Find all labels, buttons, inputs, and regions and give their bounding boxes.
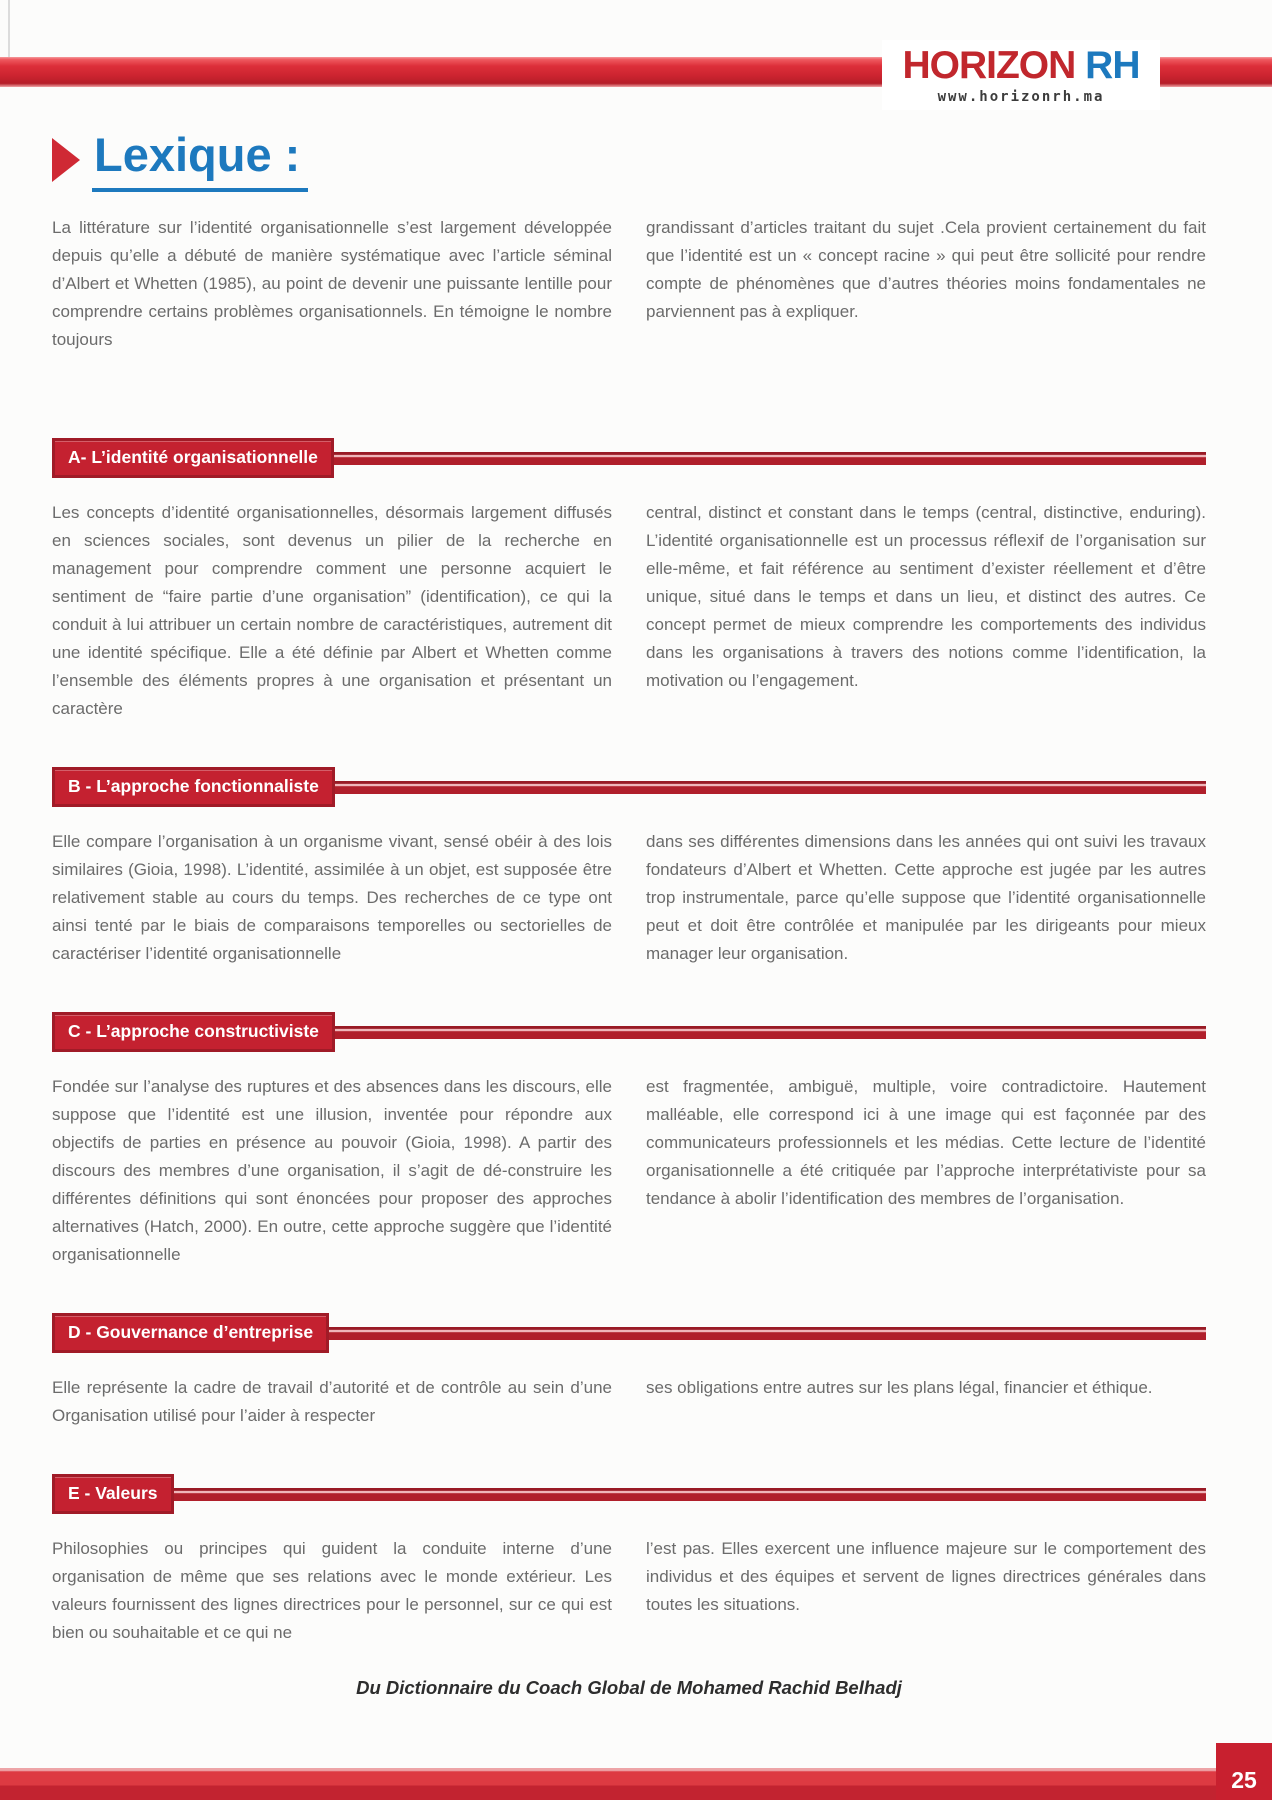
section-d-right-column: ses obligations entre autres sur les plans légal, financier et éthique. bbox=[646, 1378, 1153, 1398]
section-b-left-column: Elle compare l’organisation à un organisme vivant, sensé obéir à des lois similaires (Gioia, 1998). L’identité, assimilée à un objet, est supposée être relativement stable au cours du temps. Des recherches de ce type ont ainsi tenté par le biais de comparaisons temporelles ou sectorielles de caractériser l’identité organisationnelle bbox=[52, 832, 612, 964]
section-a-right-column: central, distinct et constant dans le temps (central, distinctive, enduring). L’identité organisationnelle est un processus réflexif de l’organisation sur elle-même, et fait référence au sentiment d’exister réellement et d’être unique, situé dans le temps et dans un lieu, et distinct des autres. Ce concept permet de mieux comprendre les comportements des individus dans les organisations à travers des notions comme l’identification, la motivation ou l’engagement. bbox=[646, 503, 1206, 691]
footer-red-bar bbox=[0, 1768, 1272, 1800]
brand-name-secondary: RH bbox=[1085, 43, 1140, 87]
intro-left-column: La littérature sur l’identité organisationnelle s’est largement développée depuis qu’elle a débuté de manière systématique avec l’article séminal d’Albert et Whetten (1985), au point de devenir une puissante lentille pour comprendre certains problèmes organisationnels. En témoigne le nombre toujours bbox=[52, 218, 612, 350]
page-number-tab bbox=[1216, 1743, 1272, 1800]
intro-paragraph bbox=[52, 214, 1206, 354]
section-d-rule bbox=[326, 1327, 1206, 1340]
section-d-left-column: Elle représente la cadre de travail d’autorité et de contrôle au sein d’une Organisation utilisé pour l’aider à respecter bbox=[52, 1378, 612, 1426]
section-d-body bbox=[52, 1374, 1206, 1430]
section-a-left-column: Les concepts d’identité organisationnelles, désormais largement diffusés en sciences sociales, sont devenus un pilier de la recherche en management pour comprendre comment une personne acquiert le sentiment de “faire partie d’une organisation” (identification), ce qui la conduit à lui attribuer un certain nombre de caractéristiques, autrement dit une identité spécifique. Elle a été définie par Albert et Whetten comme l’ensemble des éléments propres à une organisation et présentant un caractère bbox=[52, 503, 612, 719]
section-e-left-column: Philosophies ou principes qui guident la conduite interne d’une organisation de même que ses relations avec le monde extérieur. Les valeurs fournissent des lignes directrices pour le personnel, sur ce qui est bien ou souhaitable et ce qui ne bbox=[52, 1539, 612, 1643]
section-c-right-column: est fragmentée, ambiguë, multiple, voire contradictoire. Hautement malléable, elle correspond ici à une image qui est façonnée par des communicateurs professionnels et les médias. Cette lecture de l’identité organisationnelle a été critiquée par l’approche interprétativiste pour sa tendance à abolir l’identification des membres de l’organisation. bbox=[646, 1077, 1206, 1209]
section-c-body bbox=[52, 1073, 1206, 1269]
section-d-heading: D - Gouvernance d’entreprise bbox=[52, 1313, 329, 1353]
scan-edge-line bbox=[8, 0, 10, 57]
brand-website: www.horizonrh.ma bbox=[937, 88, 1105, 105]
section-c-header bbox=[52, 1012, 1206, 1052]
section-c-heading: C - L’approche constructiviste bbox=[52, 1012, 335, 1052]
section-c bbox=[52, 1012, 1206, 1269]
section-a bbox=[52, 438, 1206, 723]
section-e-right-column: l’est pas. Elles exercent une influence majeure sur le comportement des individus et des équipes et servent de lignes directrices générales dans toutes les situations. bbox=[646, 1539, 1206, 1615]
section-a-body bbox=[52, 499, 1206, 723]
section-c-left-column: Fondée sur l’analyse des ruptures et des absences dans les discours, elle suppose que l’identité est une illusion, inventée pour répondre aux objectifs de parties en présence au pouvoir (Gioia, 1998). A partir des discours des membres d’une organisation, il s’agit de dé-construire les différentes définitions qui sont énoncées pour proposer des approches alternatives (Hatch, 2000). En outre, cette approche suggère que l’identité organisationnelle bbox=[52, 1077, 612, 1265]
section-d-header bbox=[52, 1313, 1206, 1353]
section-e-heading: E - Valeurs bbox=[52, 1474, 174, 1514]
title-row bbox=[52, 0, 1206, 192]
section-e bbox=[52, 1474, 1206, 1647]
section-a-heading: A- L’identité organisationnelle bbox=[52, 438, 334, 478]
section-a-header bbox=[52, 438, 1206, 478]
section-b-right-column: dans ses différentes dimensions dans les années qui ont suivi les travaux fondateurs d’Albert et Whetten. Cette approche est jugée par les autres trop instrumentale, parce qu’elle suppose que l’identité organisationnelle peut et doit être contrôlée et manipulée par les dirigeants pour mieux manager leur organisation. bbox=[646, 832, 1206, 964]
page-number: 25 bbox=[1231, 1767, 1257, 1793]
title-arrow-icon bbox=[52, 138, 80, 182]
section-e-rule bbox=[171, 1488, 1207, 1501]
section-a-rule bbox=[331, 452, 1206, 465]
intro-right-column: grandissant d’articles traitant du sujet .Cela provient certainement du fait que l’identité est un « concept racine » qui peut être sollicité pour rendre compte de phénomènes que d’autres théories moins fondamentales ne parviennent pas à expliquer. bbox=[646, 218, 1206, 322]
section-e-body bbox=[52, 1535, 1206, 1647]
page-content bbox=[52, 0, 1206, 1699]
section-b bbox=[52, 767, 1206, 968]
section-d bbox=[52, 1313, 1206, 1430]
section-b-heading: B - L’approche fonctionnaliste bbox=[52, 767, 335, 807]
section-e-header bbox=[52, 1474, 1206, 1514]
section-b-header bbox=[52, 767, 1206, 807]
section-c-rule bbox=[332, 1026, 1206, 1039]
page-title: Lexique : bbox=[92, 128, 308, 192]
section-b-body bbox=[52, 828, 1206, 968]
brand-name-primary: HORIZON bbox=[902, 43, 1076, 87]
section-b-rule bbox=[332, 781, 1206, 794]
source-attribution: Du Dictionnaire du Coach Global de Mohamed Rachid Belhadj bbox=[356, 1677, 902, 1699]
